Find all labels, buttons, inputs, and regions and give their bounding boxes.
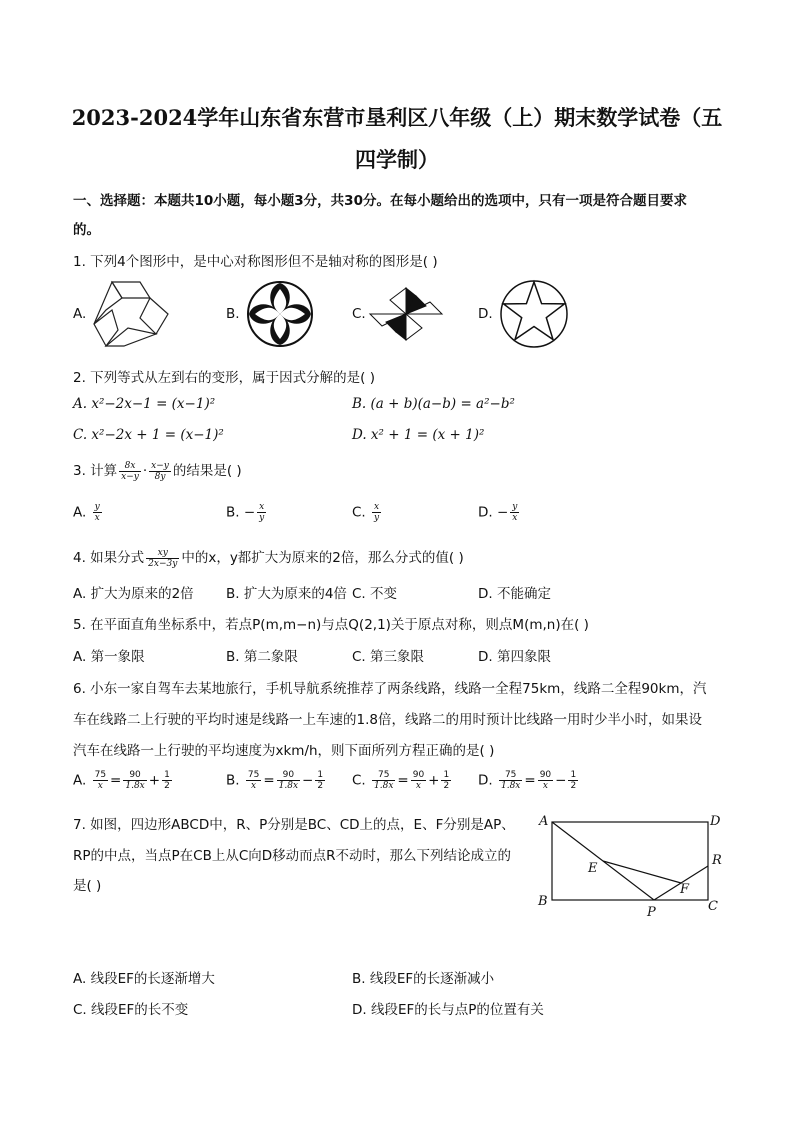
q3-fraction-2 [149,461,171,482]
q6-b-frac2-d: 1.8x [278,781,299,791]
q6-option-a: A. $\frac{75}{x}$ = $\frac{90}{1.8x}$ + $\frac{1}{2}$ [73,770,170,791]
q6-c-frac2-d: x [415,781,421,791]
q6-c-frac2-n: 90 [412,770,425,780]
q5-stem: 5. 在平面直角坐标系中，若点P(m,m−n)与点Q(2,1)关于原点对称，则点M(m,n)在( ) [73,617,589,633]
q3-option-b-label: B. [226,504,240,521]
q3-option-d-numerator: y [512,502,518,512]
q6-a-frac2-d: 1.8x [125,781,145,791]
q5-option-a: A. 第一象限 [73,649,145,665]
q6-stem-line3: 汽车在线路一上行驶的平均速度为xkm/h，则下面所列方程正确的是( ) [73,743,495,759]
q7-label-b: B [538,894,548,909]
q6-a-frac1 [93,770,108,791]
q6-d-frac2 [538,770,553,791]
q6-option-d: D. $\frac{75}{1.8x}$ = $\frac{90}{x}$ − $\frac{1}{2}$ [478,770,577,791]
q3-option-d-fraction [510,502,519,523]
q6-option-b: B. $\frac{75}{x}$ = $\frac{90}{1.8x}$ − $\frac{1}{2}$ [226,770,324,791]
q3-option-b-denominator: y [259,513,265,523]
q1-figure-c-pinwheel [368,286,444,342]
exam-title-line1: 2023-2024学年山东省东营市垦利区八年级（上）期末数学试卷（五 [71,105,723,130]
q5-option-c: C. 第三象限 [352,649,425,665]
q6-d-frac1 [499,770,522,791]
q6-c-frac2 [411,770,426,791]
q7-label-r: R [712,853,722,868]
q6-a-frac1-d: x [97,781,103,791]
q7-label-p: P [647,905,656,920]
q6-option-b-label: B. [226,772,240,789]
q6-a-op: + [148,772,161,789]
q4-option-d: D. 不能确定 [478,586,551,602]
q7-stem-line3: 是( ) [73,878,102,894]
q3-option-a [73,502,104,523]
q2-option-d: D. x² + 1 = (x + 1)² [352,427,485,443]
q1-figure-a-triangular-arrows [92,280,170,348]
q1-stem: 1. 下列4个图形中，是中心对称图形但不是轴对称的图形是( ) [73,254,438,270]
section-heading-line2: 的。 [73,222,100,238]
q6-d-frac3-d: 2 [570,781,577,791]
q6-d-frac2-d: x [542,781,548,791]
q6-c-frac3-d: 2 [443,781,450,791]
q3-option-c-denominator: y [374,513,380,523]
q6-c-frac3 [441,770,451,791]
q2-option-c: C. x²−2x + 1 = (x−1)² [73,427,224,443]
q7-quadrilateral-figure [534,810,730,922]
q6-stem-line2: 车在线路二上行驶的平均时速是线路一上车速的1.8倍，线路二的用时预计比线路一用时少半小时，如果设 [73,712,702,728]
q6-b-frac3-d: 2 [317,781,324,791]
q1-label-d: D. [478,306,493,322]
q3-f1-numerator: 8x [119,461,141,472]
q3-option-a-denominator: x [94,513,100,523]
q3-f1-denominator: x−y [121,471,139,482]
q7-stem-line1: 7. 如图，四边形ABCD中，R、P分别是BC、CD上的点，E、F分别是AP、 [73,817,515,833]
q3-option-b-fraction [257,502,266,523]
q3-option-a-fraction [93,502,102,523]
q7-label-f: F [680,882,690,897]
q7-option-d: D. 线段EF的长与点P的位置有关 [352,1002,544,1018]
q3-stem [73,459,242,482]
q6-c-op: + [428,772,440,789]
q6-b-frac1-d: x [251,781,257,791]
q6-c-frac1-n: 75 [372,770,395,781]
q2-stem: 2. 下列等式从左到右的变形，属于因式分解的是( ) [73,370,375,386]
q3-option-b-sign: − [243,504,256,521]
q3-option-b-numerator: x [257,502,266,513]
q3-option-c [352,502,383,523]
q6-a-frac2 [123,770,146,791]
q2-option-b: B. (a + b)(a−b) = a²−b² [352,396,515,412]
q6-a-frac3-n: 1 [164,770,170,780]
q6-a-frac3-d: 2 [164,781,170,791]
q3-stem-suffix: 的结果是( ) [172,463,242,479]
q6-b-frac3-n: 1 [317,770,324,780]
q7-label-d: D [710,814,721,829]
q6-c-frac1 [372,770,395,791]
q6-d-frac1-d: 1.8x [500,781,521,791]
q6-c-frac1-d: 1.8x [374,781,394,791]
q3-option-d [478,502,521,523]
q4-stem-prefix: 4. 如果分式 [73,550,145,566]
q1-label-b: B. [226,306,240,322]
q7-option-c: C. 线段EF的长不变 [73,1002,189,1018]
q7-label-c: C [708,899,718,914]
q6-a-frac2-n: 90 [123,770,146,781]
q1-label-c: C. [352,306,366,322]
q5-option-b: B. 第二象限 [226,649,298,665]
q4-fraction [146,548,179,569]
q7-label-a: A [539,814,549,829]
q6-b-frac1-n: 75 [247,770,260,780]
q3-fraction-1 [119,461,141,482]
q3-stem-prefix: 3. 计算 [73,463,118,479]
q3-option-b [226,502,268,523]
q6-d-frac3 [568,770,578,791]
q6-c-frac3-n: 1 [443,770,450,780]
q6-option-c: C. $\frac{75}{1.8x}$ = $\frac{90}{x}$ + $\frac{1}{2}$ [352,770,450,791]
exam-title-line2: 四学制） [355,147,439,172]
q3-dot: · [142,463,148,479]
q7-segment-ef [603,861,681,883]
q3-option-c-label: C. [352,504,366,521]
q7-option-a: A. 线段EF的长逐渐增大 [73,971,215,987]
q3-option-a-numerator: y [94,502,100,512]
q6-option-d-label: D. [478,772,493,789]
q7-stem-line2: RP的中点，当点P在CB上从C向D移动而点R不动时，那么下列结论成立的 [73,848,512,864]
q7-option-b: B. 线段EF的长逐渐减小 [352,971,495,987]
q1-label-a: A. [73,306,87,322]
q6-b-op: − [302,772,314,789]
q6-option-a-label: A. [73,772,87,789]
q2-option-a: A. x²−2x−1 = (x−1)² [73,396,216,412]
q3-option-a-label: A. [73,504,87,521]
q6-d-frac3-n: 1 [570,770,577,780]
q4-option-b: B. 扩大为原来的4倍 [226,586,347,602]
q3-option-d-label: D. [478,504,493,521]
q4-stem-suffix: 中的x，y都扩大为原来的2倍，那么分式的值( ) [181,550,464,566]
q6-d-frac2-n: 90 [539,770,552,780]
q3-f2-denominator: 8y [154,471,166,482]
q6-stem-line1: 6. 小东一家自驾车去某地旅行，手机导航系统推荐了两条线路，线路一全程75km，线路二全程90km，汽 [73,681,707,697]
q4-denominator: 2x−3y [148,558,178,569]
q7-label-e: E [588,861,598,876]
section-heading-line1: 一、选择题：本题共10小题，每小题3分，共30分。在每小题给出的选项中，只有一项是符合题目要求 [73,193,687,209]
q1-figure-b-four-petal-circle [245,279,315,349]
q4-stem [73,546,464,569]
q1-figure-d-star-circle [498,278,570,350]
q6-b-frac2 [277,770,300,791]
q4-numerator: xy [146,548,179,559]
q3-option-c-numerator: x [372,502,381,513]
q6-b-frac1 [246,770,261,791]
q3-option-d-denominator: x [512,513,518,523]
q6-option-c-label: C. [352,772,366,789]
q3-f2-numerator: x−y [151,460,169,471]
q3-option-d-sign: − [496,504,509,521]
q4-option-a: A. 扩大为原来的2倍 [73,586,194,602]
q3-option-c-fraction [372,502,381,523]
q6-d-op: − [555,772,567,789]
q6-a-frac3 [162,770,172,791]
q6-d-frac1-n: 75 [499,770,522,781]
q5-option-d: D. 第四象限 [478,649,551,665]
q4-option-c: C. 不变 [352,586,398,602]
q6-b-frac3 [315,770,325,791]
q6-b-frac2-n: 90 [277,770,300,781]
q6-a-frac1-n: 75 [94,770,107,780]
